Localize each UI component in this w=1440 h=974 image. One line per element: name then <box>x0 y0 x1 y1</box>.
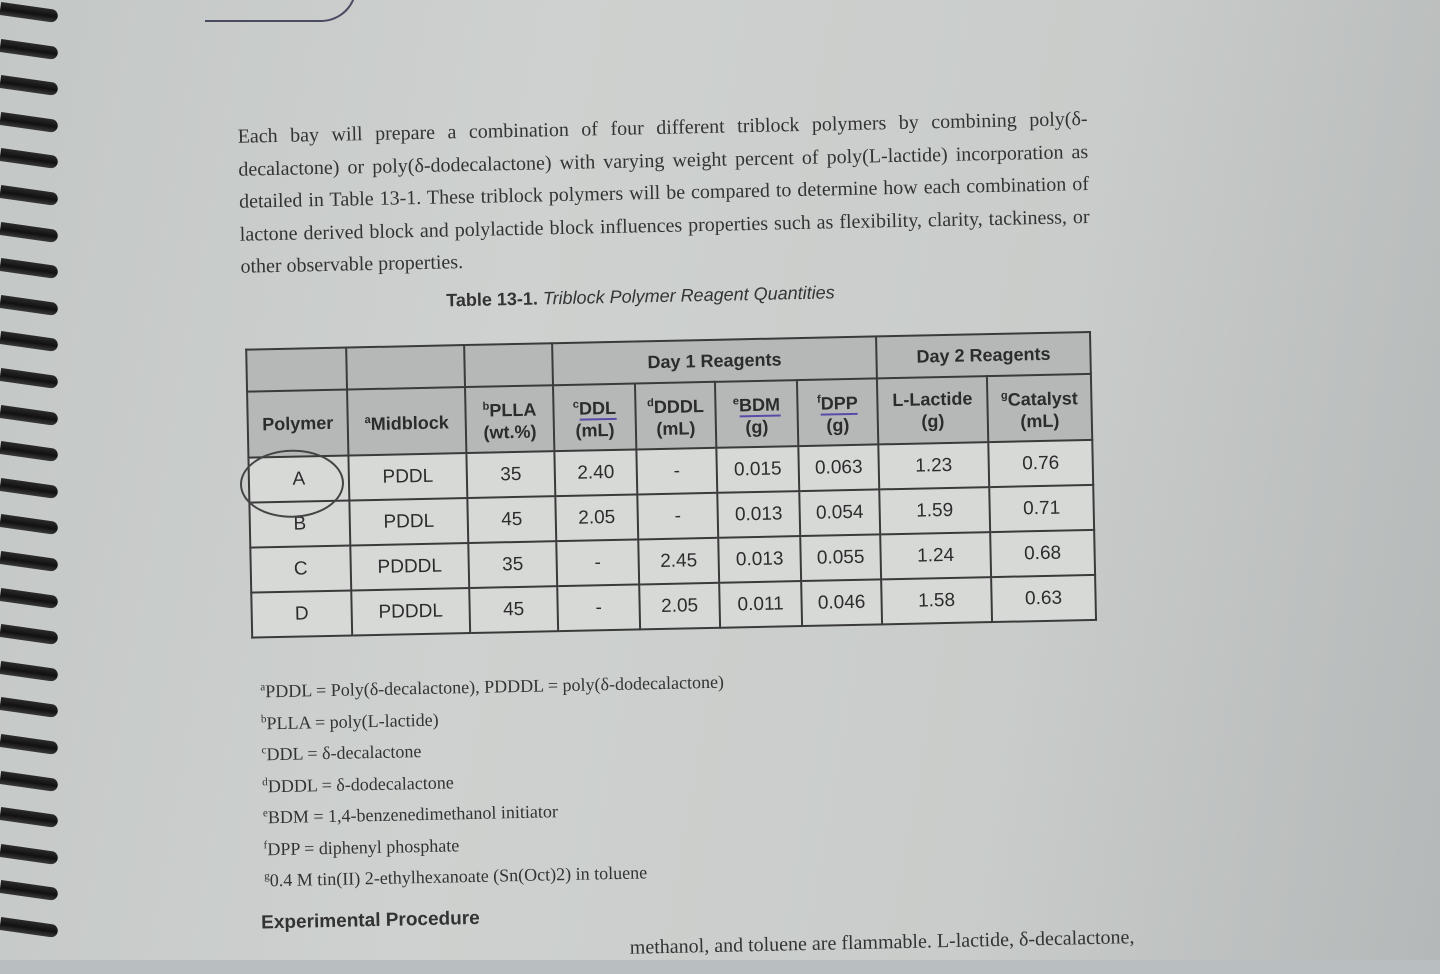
footnote-text: 0.4 M tin(II) 2-ethylhexanoate (Sn(Oct)2) in toluene <box>269 862 648 891</box>
table-cell-polymer <box>250 546 351 593</box>
table-caption-label: Table 13-1. <box>445 288 539 311</box>
cell-value: 2.45 <box>659 549 698 572</box>
table-cell-bdm <box>717 491 800 538</box>
table-cell-dpp <box>801 579 882 626</box>
footnote-marker: c <box>572 398 580 411</box>
cell-value: - <box>673 460 681 482</box>
footnote-marker: b <box>260 712 267 725</box>
column-header <box>553 384 636 452</box>
table-cell-midblock <box>350 543 469 590</box>
table-cell-ddl <box>557 584 640 631</box>
day1-header: Day 1 Reagents <box>552 336 877 385</box>
table-cell-catalyst <box>991 575 1096 622</box>
column-unit: (mL) <box>1020 410 1060 432</box>
section-heading: Experimental Procedure <box>260 907 480 934</box>
table-cell-ddl <box>555 494 638 541</box>
table-cell-dpp <box>798 444 879 491</box>
column-name: DDDL <box>653 396 705 418</box>
table-cell-polymer <box>248 456 349 503</box>
table-cell-dddl <box>636 448 717 495</box>
footnote-text: PDDL = Poly(δ-decalactone), PDDDL = poly(δ-dodecalactone) <box>265 671 725 702</box>
cell-value: 1.59 <box>915 499 954 522</box>
cell-value: 2.40 <box>577 461 615 484</box>
column-unit: (mL) <box>656 418 696 440</box>
cell-value: 1.24 <box>916 544 955 567</box>
table-cell-lactide <box>880 532 991 579</box>
table-caption-title: Triblock Polymer Reagent Quantities <box>542 282 835 309</box>
table-cell-midblock <box>351 588 470 635</box>
footnote-marker: d <box>262 775 268 788</box>
intro-paragraph: Each bay will prepare a combination of four different triblock polymers by combining poly(δ-decalactone) or poly(δ-dodecalactone) with varying weight percent of poly(L-lactide) incorporation as detailed in Table 13-1. These triblock polymers will be compared to determine how each combination of lactone derived block and polylactide block influences properties such as flexibility, clarity, tackiness, or other observable properties. <box>237 107 1090 278</box>
column-name: DDL <box>578 397 617 419</box>
cell-value: 0.71 <box>1022 497 1061 519</box>
footnote-marker: f <box>816 393 821 406</box>
cell-value: 1.58 <box>917 589 956 612</box>
cell-value: A <box>292 467 306 490</box>
cell-value: PDDL <box>383 510 435 533</box>
cell-value: 0.63 <box>1024 587 1063 609</box>
footnote-text: PLLA = poly(L-lactide) <box>266 709 439 733</box>
footnote-marker: e <box>732 395 740 408</box>
footnote-marker: c <box>261 744 267 757</box>
cell-value: - <box>595 596 603 618</box>
column-name: L-Lactide <box>892 388 973 411</box>
footnote-marker: f <box>263 838 268 851</box>
column-unit: (wt.%) <box>483 421 537 443</box>
footnote-marker: d <box>646 397 654 410</box>
table-cell-plla <box>467 496 556 543</box>
cell-value: PDDDL <box>377 555 443 578</box>
cell-value: 0.054 <box>815 501 864 524</box>
table-cell-dddl <box>639 583 720 630</box>
table-caption <box>446 281 906 312</box>
footnote-marker: g <box>1000 389 1008 402</box>
table-cell-bdm <box>718 536 801 583</box>
footnote-marker: b <box>482 400 490 413</box>
table-cell-bdm <box>719 581 802 628</box>
column-header <box>987 374 1092 442</box>
cell-value: 0.68 <box>1023 542 1062 564</box>
table-cell-dpp <box>799 489 880 536</box>
cell-value: B <box>293 512 307 535</box>
cell-value: 45 <box>502 598 525 620</box>
column-name: BDM <box>738 394 781 416</box>
table-cell-ddl <box>556 539 639 586</box>
cell-value: 0.055 <box>816 546 865 569</box>
column-unit: (g) <box>826 415 850 436</box>
column-header <box>247 390 348 458</box>
column-header <box>347 387 466 455</box>
cell-value: PDDL <box>382 465 434 488</box>
table-cell-lactide <box>878 442 989 489</box>
column-unit: (mL) <box>575 419 615 441</box>
column-header <box>635 382 716 450</box>
table-cell-midblock <box>348 453 467 500</box>
column-header <box>465 385 554 453</box>
cell-value: PDDDL <box>378 600 444 623</box>
cell-value: 0.063 <box>814 456 863 479</box>
reagent-table <box>245 331 1097 639</box>
table-cell-plla <box>468 541 557 588</box>
cell-value: 1.23 <box>915 454 953 477</box>
table-cell-dpp <box>800 534 881 581</box>
column-unit: (g) <box>745 416 769 438</box>
column-name: DPP <box>820 392 858 414</box>
table-cell-catalyst <box>989 485 1094 532</box>
table-cell-midblock <box>349 498 468 545</box>
footnote-marker: a <box>364 414 371 427</box>
table-cell-catalyst <box>988 440 1093 487</box>
table-cell-polymer <box>251 590 352 637</box>
column-unit: (g) <box>921 411 945 432</box>
cell-value: D <box>294 602 309 625</box>
table-cell-ddl <box>554 449 637 496</box>
cell-value: 35 <box>501 553 524 575</box>
table-cell-bdm <box>716 446 799 493</box>
footnote-text: DDL = δ-decalactone <box>266 741 422 765</box>
footnote-marker: a <box>260 681 266 694</box>
table-cell-dddl <box>637 493 718 540</box>
cell-value: 0.013 <box>734 502 783 525</box>
table-body <box>248 440 1096 638</box>
footnote-text: BDM = 1,4-benzenedimethanol initiator <box>267 801 559 828</box>
table-cell-lactide <box>879 487 990 534</box>
column-name: Midblock <box>370 412 450 435</box>
cell-value: 2.05 <box>660 594 699 617</box>
cell-value: C <box>293 557 308 580</box>
column-header <box>715 380 798 448</box>
cell-value: 0.046 <box>817 591 866 614</box>
table-cell-plla <box>466 451 555 498</box>
cell-value: 0.011 <box>737 592 784 615</box>
cell-value: - <box>674 505 682 527</box>
column-name: PLLA <box>489 399 537 421</box>
cell-value: 35 <box>500 463 522 485</box>
footnote-text: DPP = diphenyl phosphate <box>267 834 460 859</box>
cell-value: 0.015 <box>733 457 782 480</box>
table-cell-lactide <box>881 577 992 624</box>
table-cell-dddl <box>638 538 719 585</box>
partial-text-line: methanol, and toluene are flammable. L-lactide, δ-decalactone, <box>629 926 1135 959</box>
column-header <box>877 376 988 444</box>
column-name: Catalyst <box>1007 388 1078 410</box>
footnote-marker: g <box>264 870 270 883</box>
column-header <box>797 378 878 446</box>
cell-value: 0.76 <box>1022 452 1060 474</box>
blank-header <box>464 343 553 387</box>
cell-value: 2.05 <box>578 506 616 529</box>
column-name: Polymer <box>262 412 334 435</box>
table-cell-catalyst <box>990 530 1095 577</box>
footnote-marker: e <box>262 807 268 820</box>
blank-header <box>346 345 465 389</box>
day2-header: Day 2 Reagents <box>876 332 1091 378</box>
table-footnotes <box>260 660 964 895</box>
cell-value: - <box>594 551 602 573</box>
table-cell-plla <box>469 586 558 633</box>
blank-header <box>246 348 347 392</box>
footnote-text: DDDL = δ-dodecalactone <box>267 771 454 796</box>
cell-value: 0.013 <box>735 547 784 570</box>
cell-value: 45 <box>500 508 523 530</box>
